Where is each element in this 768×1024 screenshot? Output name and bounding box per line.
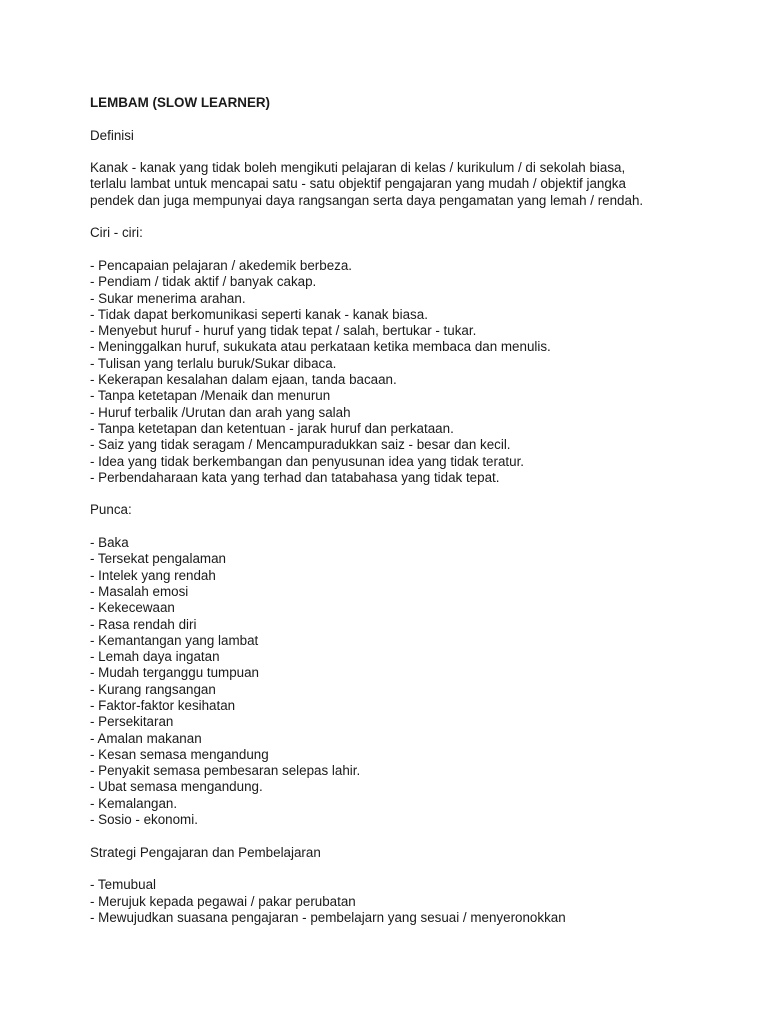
list-item: - Meninggalkan huruf, sukukata atau perkataan ketika membaca dan menulis. [90, 339, 551, 355]
list-item: - Perbendaharaan kata yang terhad dan tatabahasa yang tidak tepat. [90, 469, 500, 485]
list-item: - Temubual [90, 877, 156, 893]
spacer [90, 111, 730, 127]
definition-heading: Definisi [90, 127, 134, 143]
definition-paragraph [90, 160, 730, 209]
list-item: - Kemalangan. [90, 795, 178, 811]
list-item: - Mewujudkan suasana pengajaran - pembelajarn yang sesuai / menyeronokkan [90, 909, 566, 925]
spacer [90, 828, 730, 844]
list-item: - Menyebut huruf - huruf yang tidak tepat / salah, bertukar - tukar. [90, 323, 477, 339]
causes-list [90, 535, 730, 828]
list-item: - Kesan semasa mengandung [90, 746, 269, 762]
definition-line: Kanak - kanak yang tidak boleh mengikuti pelajaran di kelas / kurikulum / di sekolah biasa, [90, 160, 626, 176]
list-item: - Intelek yang rendah [90, 567, 216, 583]
list-item: - Kemantangan yang lambat [90, 632, 259, 648]
spacer [90, 486, 730, 502]
list-item: - Sukar menerima arahan. [90, 290, 246, 306]
spacer [90, 144, 730, 160]
list-item: - Ubat semasa mengandung. [90, 779, 263, 795]
definition-line: pendek dan juga mempunyai daya rangsangan serta daya pengamatan yang lemah / rendah. [90, 192, 644, 208]
document-page [90, 95, 730, 926]
traits-heading: Ciri - ciri: [90, 225, 143, 241]
list-item: - Tersekat pengalaman [90, 551, 226, 567]
list-item: - Amalan makanan [90, 730, 202, 746]
causes-heading: Punca: [90, 502, 132, 518]
traits-list [90, 258, 730, 486]
list-item: - Penyakit semasa pembesaran selepas lahir. [90, 763, 361, 779]
spacer [90, 209, 730, 225]
list-item: - Tulisan yang terlalu buruk/Sukar dibaca. [90, 355, 337, 371]
list-item: - Mudah terganggu tumpuan [90, 665, 259, 681]
definition-line: terlalu lambat untuk mencapai satu - satu objektif pengajaran yang mudah / objektif jangka [90, 176, 626, 192]
list-item: - Kurang rangsangan [90, 681, 216, 697]
list-item: - Persekitaran [90, 714, 174, 730]
list-item: - Lemah daya ingatan [90, 649, 220, 665]
list-item: - Pencapaian pelajaran / akedemik berbeza. [90, 257, 353, 273]
list-item: - Idea yang tidak berkembangan dan penyusunan idea yang tidak teratur. [90, 453, 525, 469]
spacer [90, 242, 730, 258]
list-item: - Rasa rendah diri [90, 616, 197, 632]
list-item: - Tidak dapat berkomunikasi seperti kanak - kanak biasa. [90, 306, 428, 322]
list-item: - Baka [90, 535, 129, 551]
list-item: - Faktor-faktor kesihatan [90, 697, 236, 713]
list-item: - Huruf terbalik /Urutan dan arah yang salah [90, 404, 351, 420]
list-item: - Masalah emosi [90, 583, 189, 599]
list-item: - Saiz yang tidak seragam / Mencampuradukkan saiz - besar dan kecil. [90, 437, 511, 453]
list-item: - Tanpa ketetapan /Menaik dan menurun [90, 388, 331, 404]
strategy-list [90, 877, 730, 926]
spacer [90, 861, 730, 877]
list-item: - Merujuk kepada pegawai / pakar perubatan [90, 893, 356, 909]
spacer [90, 519, 730, 535]
list-item: - Tanpa ketetapan dan ketentuan - jarak huruf dan perkataan. [90, 420, 454, 436]
list-item: - Kekerapan kesalahan dalam ejaan, tanda bacaan. [90, 372, 397, 388]
list-item: - Kekecewaan [90, 600, 175, 616]
list-item: - Pendiam / tidak aktif / banyak cakap. [90, 274, 317, 290]
document-title: LEMBAM (SLOW LEARNER) [90, 95, 271, 110]
list-item: - Sosio - ekonomi. [90, 812, 198, 828]
strategy-heading: Strategi Pengajaran dan Pembelajaran [90, 844, 321, 860]
